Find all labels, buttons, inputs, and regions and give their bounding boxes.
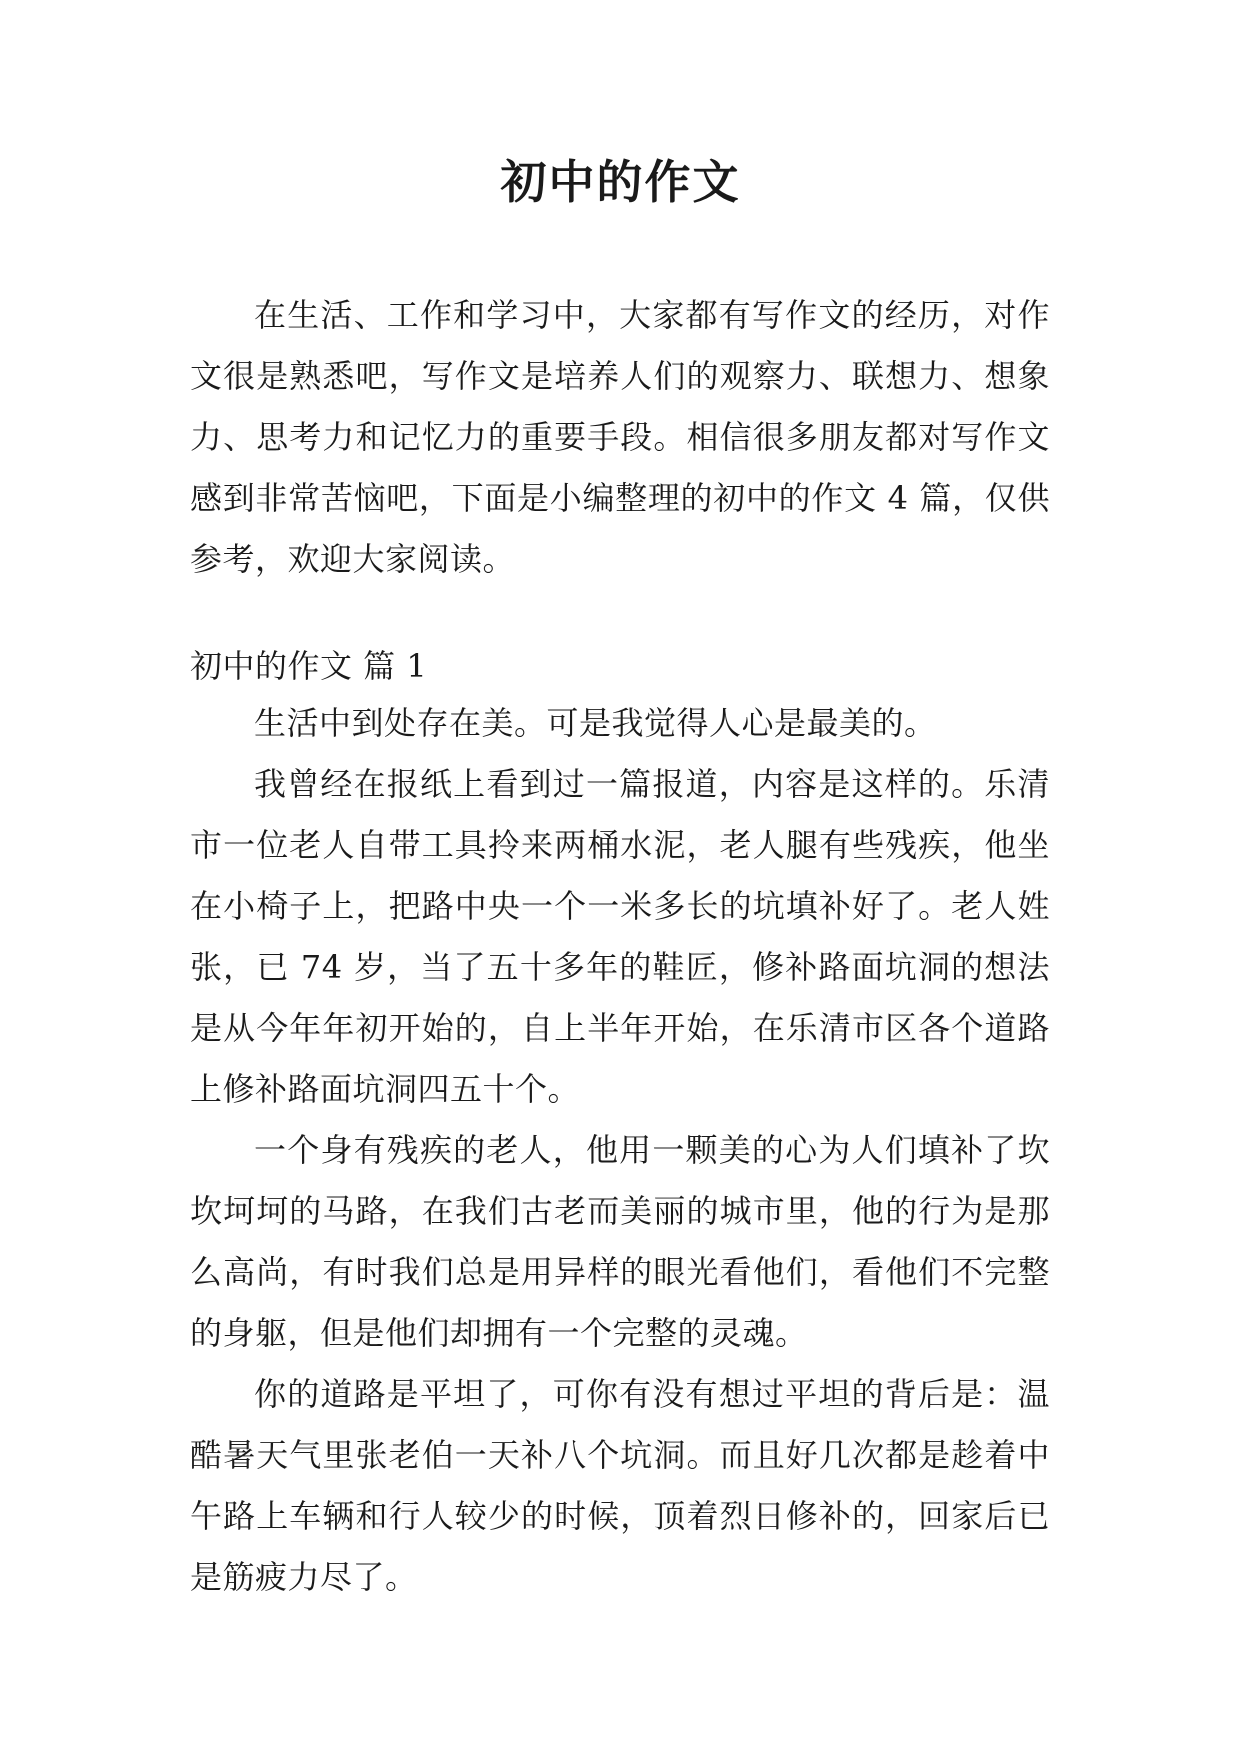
section-heading: 初中的作文 篇 1 [190, 647, 428, 685]
intro-paragraph: 在生活、工作和学习中，大家都有写作文的经历，对作文很是熟悉吧，写作文是培养人们的观察力、联想力、想象力、思考力和记忆力的重要手段。相信很多朋友都对写作文感到非常苦恼吧，下面是小编整理的初中的作文 4 篇，仅供参考，欢迎大家阅读。 [190, 296, 1050, 578]
body-paragraph: 我曾经在报纸上看到过一篇报道，内容是这样的。乐清市一位老人自带工具拎来两桶水泥，老人腿有些残疾，他坐在小椅子上，把路中央一个一米多长的坑填补好了。老人姓张，已 74 岁，当了五十多年的鞋匠，修补路面坑洞的想法是从今年年初开始的，自上半年开始，在乐清市区各个道路上修补路面坑洞四五十个。 [190, 765, 1050, 1108]
body-paragraph: 你的道路是平坦了，可你有没有想过平坦的背后是：温酷暑天气里张老伯一天补八个坑洞。而且好几次都是趁着中午路上车辆和行人较少的时候，顶着烈日修补的，回家后已是筋疲力尽了。 [190, 1375, 1050, 1596]
body-paragraph: 一个身有残疾的老人，他用一颗美的心为人们填补了坎坎坷坷的马路，在我们古老而美丽的城市里，他的行为是那么高尚，有时我们总是用异样的眼光看他们，看他们不完整的身躯，但是他们却拥有一个完整的灵魂。 [190, 1131, 1050, 1352]
body-paragraph: 生活中到处存在美。可是我觉得人心是最美的。 [254, 704, 937, 742]
section-body [190, 693, 1050, 1608]
document-title: 初中的作文 [500, 155, 741, 209]
